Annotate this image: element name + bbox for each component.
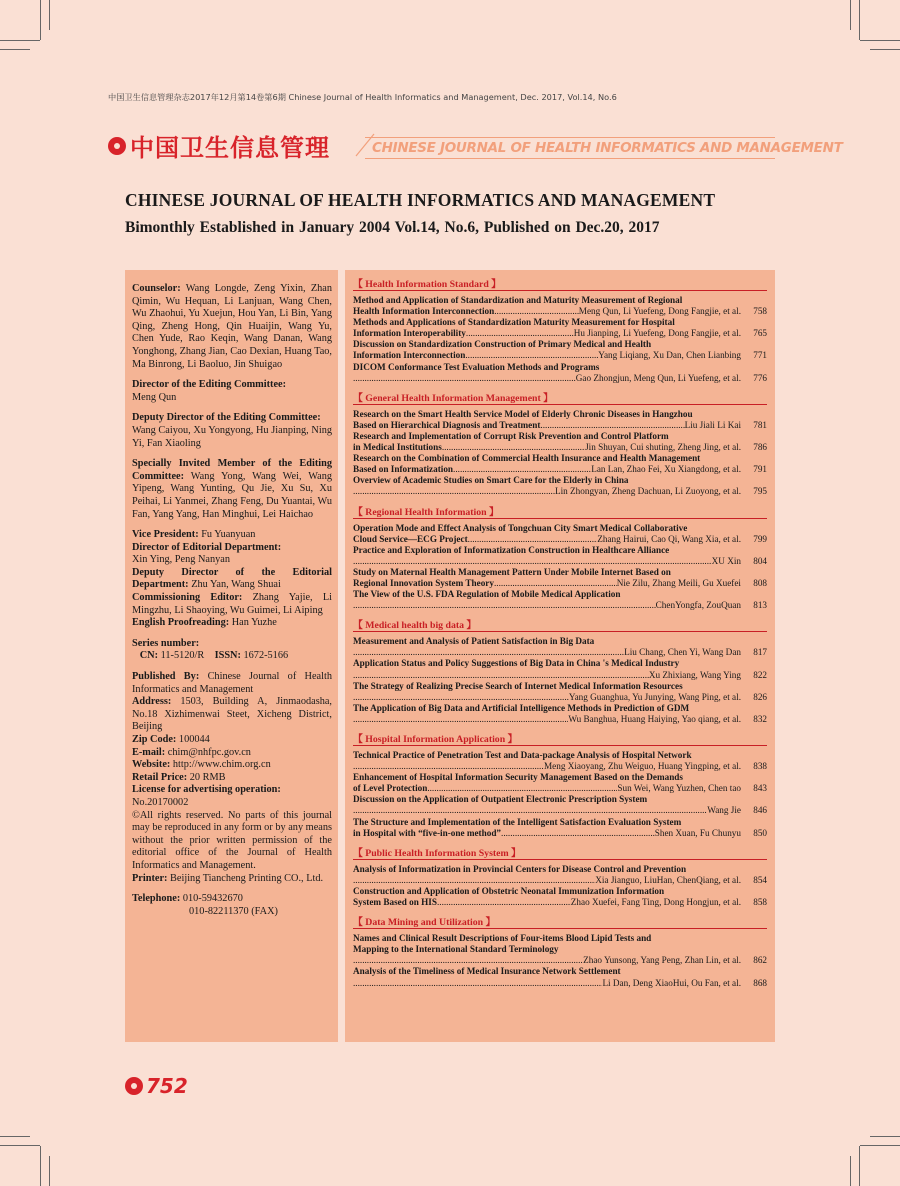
article-page: 826 <box>753 691 767 702</box>
article-title: Overview of Academic Studies on Smart Care for the Elderly in China <box>353 475 629 486</box>
table-of-contents <box>345 270 775 1042</box>
article-authors: Li Dan, Deng XiaoHui, Ou Fan, et al. <box>602 977 741 988</box>
crop-mark <box>0 1136 30 1137</box>
section-title: Public Health Information System <box>365 847 509 859</box>
article-authors: Lin Zhongyan, Zheng Dachuan, Li Zuoyong, et al. <box>555 486 741 497</box>
leader-dots <box>465 350 598 361</box>
article-page: 791 <box>753 464 767 475</box>
article-page: 868 <box>753 977 767 988</box>
toc-entry[interactable] <box>353 636 767 658</box>
toc-entry[interactable] <box>353 933 767 966</box>
article-title: of Level Protection <box>353 783 428 794</box>
crop-mark <box>850 0 851 30</box>
leader-dots <box>353 805 707 816</box>
article-byline <box>353 556 767 567</box>
leader-dots <box>353 373 576 384</box>
leader-dots <box>353 647 624 658</box>
article-authors: Xu Zhixiang, Wang Ying <box>648 669 741 680</box>
article-title: The Application of Big Data and Artificial Intelligence Methods in Prediction of GDM <box>353 702 690 713</box>
logo-english-title: CHINESE JOURNAL OF HEALTH INFORMATICS AND MANAGEMENT <box>372 140 843 156</box>
deputy-director: Deputy Director of the Editing Committee: Wang Caiyou, Xu Yongyong, Hu Jianping, Ning Yi, Fan Xiaoling <box>132 412 332 449</box>
toc-entry[interactable] <box>353 750 767 772</box>
toc-entry[interactable] <box>353 362 767 384</box>
article-byline <box>353 828 767 839</box>
telephone: Telephone: 010-59432670 010-82211370 (FAX) <box>132 893 278 917</box>
toc-entry[interactable] <box>353 339 767 361</box>
article-byline <box>353 464 767 475</box>
article-authors: Yang Liqiang, Xu Dan, Chen Lianbing <box>598 350 741 361</box>
logo-c-icon <box>125 1077 143 1095</box>
article-authors: Hu Jianping, Li Yuefeng, Dong Fangjie, et al. <box>573 328 741 339</box>
toc-entry[interactable] <box>353 453 767 475</box>
article-authors: Zhang Hairui, Cao Qi, Wang Xia, et al. <box>597 533 741 544</box>
leader-dots <box>501 828 655 839</box>
special-members: Specially Invited Member of the Editing Committee: Wang Yong, Wang Wei, Wang Yipeng, Wang Yunting, Qu Jie, Xu Su, Xu Peihai, Li Yanmei, Zhang Feng, Du Yuantai, Wu Fan, Yang Yang, Han Minghui, Lei Haichao <box>132 458 333 520</box>
toc-entry[interactable] <box>353 703 767 725</box>
article-title: Discussion on Standardization Construction of Primary Medical and Health <box>353 339 652 350</box>
toc-entry[interactable] <box>353 772 767 794</box>
article-byline <box>353 578 767 589</box>
counselor: Counselor: Wang Longde, Zeng Yixin, Zhan Qimin, Wu Hequan, Li Lanjuan, Wang Chen, Wu Zhaohui, Yu Xuejun, Hou Yan, Li Bin, Yang Qing, Zheng Hong, Qin Huaijin, Wang Yu, Chen Yude, Rao Keqin, Wang Danan, Wang Yonghong, Zhang Jian, Cao Dexian, Huang Tao, Ma Binrong, Li Baoluo, Jin Shuigao <box>132 283 332 370</box>
article-page: 804 <box>753 555 767 566</box>
article-title: Regional Innovation System Theory <box>353 577 494 588</box>
section-title: General Health Information Management <box>365 392 541 404</box>
article-page: 758 <box>753 306 767 317</box>
section-heading: 【 Medical health big data 】 <box>353 617 767 632</box>
article-page: 817 <box>753 647 767 658</box>
article-title: Information Interconnection <box>353 350 466 361</box>
article-title: Application Status and Policy Suggestions of Big Data in China 's Medical Industry <box>353 658 680 669</box>
director: Director of the Editing Committee: Meng Qun <box>132 379 287 403</box>
toc-entry[interactable] <box>353 523 767 545</box>
article-authors: Wu Banghua, Huang Haiying, Yao qiang, et al. <box>568 713 741 724</box>
article-title: Technical Practice of Penetration Test and Data-package Analysis of Hospital Network <box>353 750 692 760</box>
section-heading: 【 Health Information Standard 】 <box>353 276 767 291</box>
article-byline <box>353 714 767 725</box>
article-title: Study on Maternal Health Management Pattern Under Mobile Internet Based on <box>353 566 671 577</box>
article-page: 858 <box>753 897 767 908</box>
toc-entry[interactable] <box>353 966 767 988</box>
leader-dots <box>353 955 583 966</box>
section-title: Medical health big data <box>365 620 465 632</box>
article-page: 765 <box>753 328 767 339</box>
article-title: DICOM Conformance Test Evaluation Methods and Programs <box>353 361 600 372</box>
toc-entry[interactable] <box>353 567 767 589</box>
crop-mark <box>40 1146 41 1186</box>
section-heading: 【 Data Mining and Utilization 】 <box>353 914 767 929</box>
crop-mark <box>0 40 40 41</box>
toc-entry[interactable] <box>353 658 767 680</box>
crop-mark <box>40 0 41 40</box>
article-title: Based on Hierarchical Diagnosis and Treatment <box>353 419 541 430</box>
article-title: Construction and Application of Obstetric Neonatal Immunization Information <box>353 885 665 896</box>
article-authors: Liu Jiali Li Kai <box>684 419 741 430</box>
leader-dots <box>427 783 617 794</box>
leader-dots <box>353 600 656 611</box>
article-title: The Strategy of Realizing Precise Search of Internet Medical Information Resources <box>353 680 683 691</box>
leader-dots <box>353 556 712 567</box>
leader-dots <box>353 670 649 681</box>
page-number: 752 <box>146 1074 188 1098</box>
article-authors: Shen Xuan, Fu Chunyu <box>654 827 741 838</box>
article-title: Discussion on the Application of Outpatient Electronic Prescription System <box>353 794 648 805</box>
article-title: System Based on HIS <box>353 897 437 908</box>
toc-entry[interactable] <box>353 475 767 497</box>
article-title: Methods and Applications of Standardization Maturity Measurement for Hospital <box>353 317 675 328</box>
divider <box>365 137 775 138</box>
section-title: Regional Health Information <box>365 506 487 518</box>
publisher-info: Published By: Chinese Journal of Health Informatics and Management Address: 1503, Building A, Jinmaodasha, No.18 Xizhimenwai Steet, Xicheng District, Beijing Zip Code: 100044 E-mail: chim@nhfpc.gov.cn Website: http://www.chim.org.cn Retail Price: 20 RMB License for advertising operation: No.20170002 ©All rights reserved. No parts of this journal may be reproduced in any form or by any means without the prior written permission of the editorial office of the Journal of Health Informatics and Management. Printer: Beijing Tiancheng Printing CO., Ltd. <box>132 671 333 884</box>
toc-entry[interactable] <box>353 409 767 431</box>
logo-chinese-title: 中国卫生信息管理 <box>130 134 330 162</box>
article-byline <box>353 897 767 908</box>
section-heading: 【 Regional Health Information 】 <box>353 504 767 519</box>
crop-mark <box>49 0 50 30</box>
article-page: 843 <box>753 783 767 794</box>
crop-mark <box>859 1146 860 1186</box>
toc-entry[interactable] <box>353 864 767 886</box>
article-page: 813 <box>753 600 767 611</box>
issue-info: Bimonthly Established in January 2004 Vol.14, No.6, Published on Dec.20, 2017 <box>125 219 660 236</box>
article-title: Mapping to the International Standard Terminology <box>353 944 559 955</box>
article-title: Measurement and Analysis of Patient Satisfaction in Big Data <box>353 636 595 647</box>
article-authors: ChenYongfa, ZouQuan <box>655 600 741 611</box>
leader-dots <box>494 306 579 317</box>
article-byline <box>353 600 767 611</box>
leader-dots <box>442 442 585 453</box>
article-title: Research on the Smart Health Service Model of Elderly Chronic Diseases in Hangzhou <box>353 408 693 419</box>
logo-c-icon <box>108 137 126 155</box>
toc-entry[interactable] <box>353 794 767 816</box>
article-byline <box>353 670 767 681</box>
toc-entry[interactable] <box>353 681 767 703</box>
leader-dots <box>453 464 591 475</box>
running-header: 中国卫生信息管理杂志2017年12月第14卷第6期 Chinese Journal of Health Informatics and Management, Dec. 2017, Vol.14, No.6 <box>108 92 617 102</box>
crop-mark <box>870 1136 900 1137</box>
crop-mark <box>0 1145 40 1146</box>
article-byline <box>353 420 767 431</box>
article-authors: Zhao Yunsong, Yang Peng, Zhan Lin, et al. <box>583 955 741 966</box>
divider <box>365 158 775 159</box>
crop-mark <box>870 49 900 50</box>
article-byline <box>353 875 767 886</box>
article-page: 838 <box>753 761 767 772</box>
leader-dots <box>353 875 595 886</box>
article-byline <box>353 350 767 361</box>
article-title: Information Interoperability <box>353 328 466 339</box>
section-title: Data Mining and Utilization <box>365 917 484 929</box>
article-title: Based on Informatization <box>353 464 454 475</box>
journal-title: CHINESE JOURNAL OF HEALTH INFORMATICS AND MANAGEMENT <box>125 190 716 210</box>
article-byline <box>353 978 767 989</box>
article-authors: Gao Zhongjun, Meng Qun, Li Yuefeng, et al. <box>575 372 741 383</box>
leader-dots <box>353 486 555 497</box>
article-title: Names and Clinical Result Descriptions of Four-items Blood Lipid Tests and <box>353 933 652 944</box>
toc-entry[interactable] <box>353 545 767 567</box>
article-title: Enhancement of Hospital Information Security Management Based on the Demands <box>353 772 683 783</box>
article-byline <box>353 306 767 317</box>
staff: Vice President: Fu Yuanyuan Director of Editorial Department: Xin Ying, Peng Nanyan Deputy Director of the Editorial Department: Zhu Yan, Wang Shuai Commissioning Editor: Zhang Yajie, Li Mingzhu, Li Shaoying, Wu Guimei, Li Aiping English Proofreading: Han Yuzhe <box>132 529 332 629</box>
toc-entry[interactable] <box>353 431 767 453</box>
toc-entry[interactable] <box>353 295 767 317</box>
masthead <box>125 270 338 1042</box>
crop-mark <box>859 0 860 40</box>
article-byline <box>353 955 767 966</box>
article-byline <box>353 647 767 658</box>
article-page: 832 <box>753 713 767 724</box>
article-byline <box>353 692 767 703</box>
article-authors: Yang Guanghua, Yu Junying, Wang Ping, et al. <box>568 691 741 702</box>
section-heading: 【 Public Health Information System 】 <box>353 845 767 860</box>
crop-mark <box>0 49 30 50</box>
article-page: 808 <box>753 577 767 588</box>
article-page: 781 <box>753 419 767 430</box>
article-title: Cloud Service—ECG Project <box>353 533 468 544</box>
article-page: 795 <box>753 486 767 497</box>
article-page: 799 <box>753 533 767 544</box>
leader-dots <box>353 714 568 725</box>
article-title: Operation Mode and Effect Analysis of Tongchuan City Smart Medical Collaborative <box>353 522 688 533</box>
article-authors: Wang Jie <box>707 805 741 816</box>
section-title: Health Information Standard <box>365 279 489 290</box>
section-heading: 【 Hospital Information Application 】 <box>353 731 767 746</box>
leader-dots <box>468 534 598 545</box>
article-title: in Hospital with “five-in-one method” <box>353 827 502 838</box>
article-authors: Liu Chang, Chen Yi, Wang Dan <box>624 647 741 658</box>
series-number: Series number: CN: 11-5120/R ISSN: 1672-5166 <box>132 637 289 662</box>
crop-mark <box>49 1156 50 1186</box>
article-page: 862 <box>753 955 767 966</box>
article-authors: Xia Jianguo, LiuHan, ChenQiang, et al. <box>595 874 741 885</box>
article-title: The Structure and Implementation of the Intelligent Satisfaction Evaluation System <box>353 816 682 827</box>
article-byline <box>353 373 767 384</box>
toc-entry[interactable] <box>353 317 767 339</box>
section-title: Hospital Information Application <box>365 734 506 745</box>
article-byline <box>353 328 767 339</box>
article-byline <box>353 805 767 816</box>
toc-entry[interactable] <box>353 589 767 611</box>
crop-mark <box>850 1156 851 1186</box>
article-page: 850 <box>753 827 767 838</box>
article-page: 776 <box>753 372 767 383</box>
article-title: in Medical Institutions <box>353 442 442 453</box>
article-page: 846 <box>753 805 767 816</box>
crop-mark <box>860 40 900 41</box>
article-authors: XU Xin <box>711 555 741 566</box>
article-byline <box>353 534 767 545</box>
article-byline <box>353 783 767 794</box>
article-byline <box>353 761 767 772</box>
crop-mark <box>860 1145 900 1146</box>
article-title: Analysis of Informatization in Provincial Centers for Disease Control and Prevention <box>353 863 687 874</box>
article-page: 822 <box>753 669 767 680</box>
article-authors: Meng Qun, Li Yuefeng, Dong Fangjie, et al. <box>578 306 741 317</box>
article-authors: Lan Lan, Zhao Fei, Xu Xiangdong, et al. <box>591 464 741 475</box>
article-title: The View of the U.S. FDA Regulation of Mobile Medical Application <box>353 589 621 600</box>
article-page: 854 <box>753 874 767 885</box>
article-authors: Meng Xiaoyang, Zhu Weiguo, Huang Yingping, et al. <box>543 761 741 772</box>
article-authors: Nie Zilu, Zhang Meili, Gu Xuefei <box>616 577 741 588</box>
article-title: Method and Application of Standardization and Maturity Measurement of Regional <box>353 295 683 305</box>
leader-dots <box>494 578 617 589</box>
article-title: Health Information Interconnection <box>353 306 495 317</box>
leader-dots <box>353 761 544 772</box>
leader-dots <box>353 978 602 989</box>
article-authors: Zhao Xuefei, Fang Ting, Dong Hongjun, et al. <box>570 897 741 908</box>
article-title: Practice and Exploration of Informatization Construction in Healthcare Alliance <box>353 544 670 555</box>
article-byline <box>353 442 767 453</box>
article-page: 771 <box>753 350 767 361</box>
leader-dots <box>353 692 569 703</box>
leader-dots <box>540 420 684 431</box>
article-authors: Jin Shuyan, Cui shuting, Zheng Jing, et al. <box>585 442 741 453</box>
toc-entry[interactable] <box>353 886 767 908</box>
article-title: Research on the Combination of Commercial Health Insurance and Health Management <box>353 453 701 464</box>
journal-logo <box>108 128 330 163</box>
toc-entry[interactable] <box>353 817 767 839</box>
article-authors: Sun Wei, Wang Yuzhen, Chen tao <box>617 783 741 794</box>
leader-dots <box>437 897 571 908</box>
article-title: Analysis of the Timeliness of Medical Insurance Network Settlement <box>353 966 621 977</box>
article-title: Research and Implementation of Corrupt Risk Prevention and Control Platform <box>353 430 669 441</box>
section-heading: 【 General Health Information Management 】 <box>353 390 767 405</box>
page-footer <box>125 1074 188 1098</box>
article-page: 786 <box>753 442 767 453</box>
article-byline <box>353 486 767 497</box>
leader-dots <box>466 328 574 339</box>
